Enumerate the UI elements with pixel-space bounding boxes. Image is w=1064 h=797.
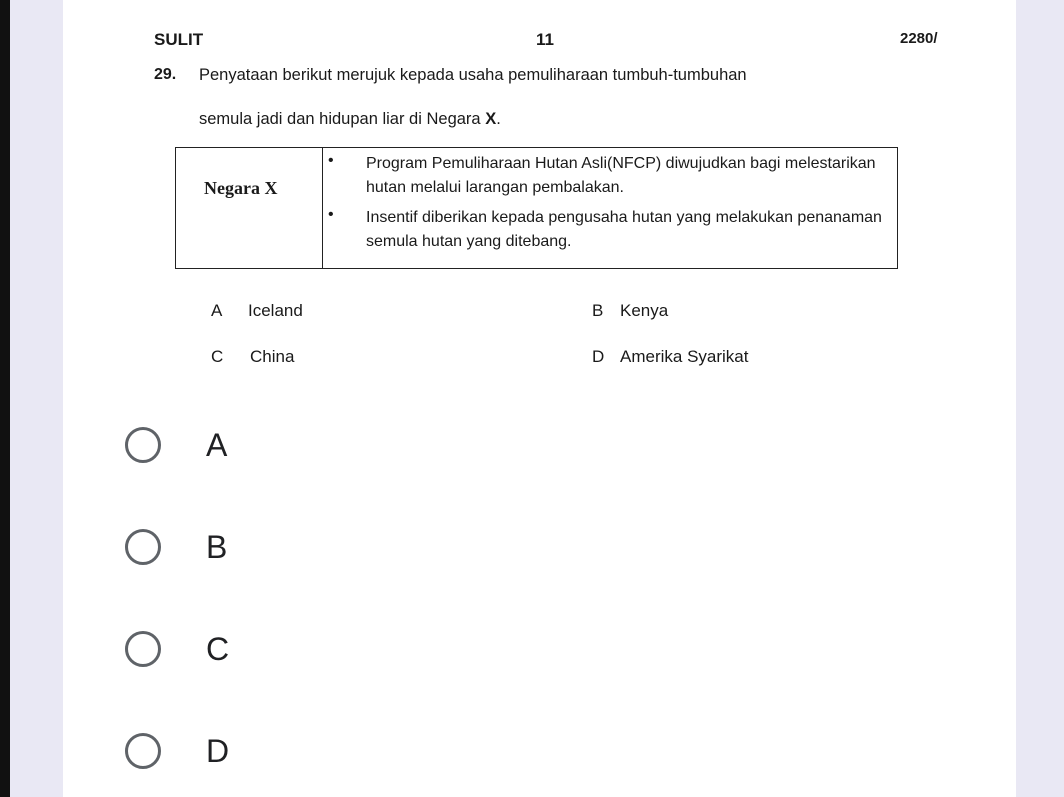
question-text-line-2 <box>199 110 501 129</box>
answer-label-b: B <box>206 529 228 565</box>
answer-label-c: C <box>206 631 230 667</box>
answer-label-a: A <box>206 427 228 463</box>
page-margin-left <box>10 0 63 797</box>
option-text-c: China <box>250 347 295 366</box>
option-letter-b: B <box>592 301 604 320</box>
page-margin-right <box>1016 0 1064 797</box>
header-sulit: SULIT <box>154 30 204 49</box>
option-letter-a: A <box>211 301 223 320</box>
answer-option-c[interactable] <box>120 623 420 679</box>
answer-option-a[interactable] <box>120 419 420 475</box>
question-text-line-1: Penyataan berikut merujuk kepada usaha pemuliharaan tumbuh-tumbuhan <box>199 66 747 84</box>
bullet-dot: • <box>328 206 334 223</box>
radio-button-icon[interactable] <box>125 529 161 565</box>
bullet-text-2: Insentif diberikan kepada pengusaha hutan yang melakukan penanaman semula hutan yang ditebang. <box>366 209 882 250</box>
table-divider <box>322 148 323 268</box>
window-edge <box>0 0 10 797</box>
option-text-b: Kenya <box>620 301 669 320</box>
answer-option-d[interactable] <box>120 725 420 781</box>
info-table <box>175 147 898 269</box>
paper-code: 2280/ <box>900 30 938 47</box>
page-number: 11 <box>536 30 554 49</box>
question-text-line-2-prefix: semula jadi dan hidupan liar di Negara <box>199 110 486 128</box>
country-label: Negara X <box>204 178 278 198</box>
question-text-line-2-suffix: . <box>496 110 501 128</box>
question-text-country: X <box>485 110 497 128</box>
radio-button-icon[interactable] <box>125 733 161 769</box>
option-text-d: Amerika Syarikat <box>620 347 749 366</box>
question-number: 29. <box>154 66 177 83</box>
bullet-text-1: Program Pemuliharaan Hutan Asli(NFCP) diwujudkan bagi melestarikan hutan melalui larangan pembalakan. <box>366 155 876 196</box>
answer-option-b[interactable] <box>120 521 420 577</box>
option-letter-c: C <box>211 347 224 366</box>
option-letter-d: D <box>592 347 605 366</box>
option-text-a: Iceland <box>248 301 303 320</box>
radio-button-icon[interactable] <box>125 631 161 667</box>
bullet-dot: • <box>328 152 334 169</box>
answer-label-d: D <box>206 733 230 769</box>
radio-button-icon[interactable] <box>125 427 161 463</box>
